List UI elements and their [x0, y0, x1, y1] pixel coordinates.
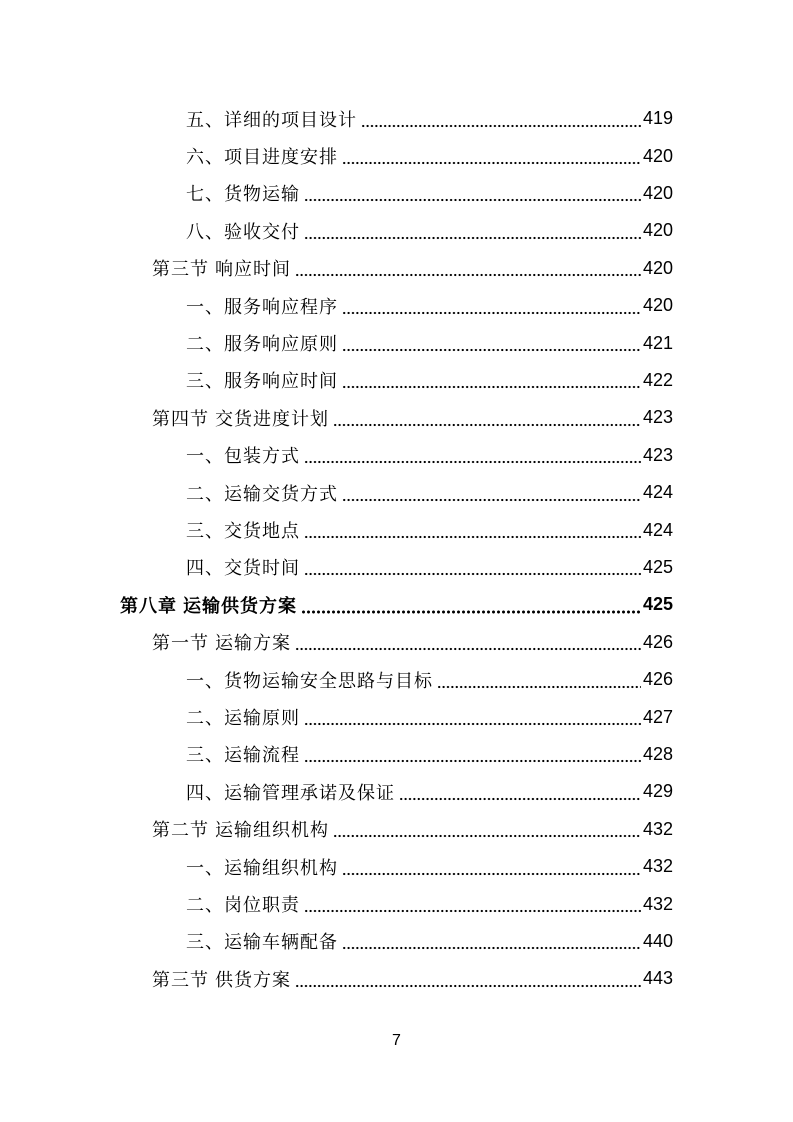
toc-section-entry[interactable] — [152, 624, 673, 661]
toc-entry-title: 第八章 运输供货方案 — [120, 595, 298, 616]
toc-item-entry[interactable] — [186, 661, 673, 698]
toc-section-entry[interactable] — [152, 960, 673, 997]
toc-entry-title: 五、详细的项目设计 — [186, 109, 357, 130]
page-number: 7 — [392, 1032, 401, 1049]
toc-entry-page: 420 — [642, 257, 673, 278]
toc-entry-title: 第四节 交货进度计划 — [152, 408, 330, 429]
toc-item-entry[interactable] — [186, 923, 673, 960]
toc-entry-title: 二、服务响应原则 — [186, 334, 338, 355]
dot-leader — [304, 450, 641, 464]
toc-entry-title: 一、货物运输安全思路与目标 — [186, 670, 433, 691]
toc-entry-page: 426 — [642, 669, 673, 690]
toc-item-entry[interactable] — [186, 100, 673, 137]
dot-leader — [342, 151, 641, 165]
dot-leader — [295, 263, 641, 277]
dot-leader — [304, 749, 641, 763]
toc-entry-page: 427 — [642, 706, 673, 727]
toc-entry-page: 420 — [642, 182, 673, 203]
toc-entry-title: 第三节 响应时间 — [152, 259, 292, 280]
dot-leader — [333, 824, 641, 838]
toc-entry-title: 第一节 运输方案 — [152, 633, 292, 654]
dot-leader — [295, 974, 641, 988]
dot-leader — [295, 637, 641, 651]
toc-entry-page: 428 — [642, 743, 673, 764]
toc-entry-title: 第二节 运输组织机构 — [152, 820, 330, 841]
dot-leader — [304, 525, 641, 539]
toc-item-entry[interactable] — [186, 474, 673, 511]
dot-leader — [304, 712, 641, 726]
toc-entry-title: 七、货物运输 — [186, 184, 300, 205]
toc-item-entry[interactable] — [186, 175, 673, 212]
toc-item-entry[interactable] — [186, 885, 673, 922]
toc-item-entry[interactable] — [186, 549, 673, 586]
toc-entry-page: 429 — [642, 781, 673, 802]
toc-entry-title: 第三节 供货方案 — [152, 969, 292, 990]
toc-entry-title: 二、岗位职责 — [186, 895, 300, 916]
toc-entry-title: 四、运输管理承诺及保证 — [186, 782, 395, 803]
toc-entry-page: 432 — [642, 818, 673, 839]
dot-leader — [304, 899, 641, 913]
toc-item-entry[interactable] — [186, 137, 673, 174]
toc-entry-title: 三、交货地点 — [186, 521, 300, 542]
toc-section-entry[interactable] — [152, 399, 673, 436]
toc-entry-page: 425 — [642, 556, 673, 577]
toc-item-entry[interactable] — [186, 324, 673, 361]
toc-item-entry[interactable] — [186, 698, 673, 735]
toc-entry-page: 440 — [642, 930, 673, 951]
toc-entry-page: 420 — [642, 145, 673, 166]
toc-entry-page: 420 — [642, 295, 673, 316]
toc-item-entry[interactable] — [186, 362, 673, 399]
toc-entry-page: 422 — [642, 369, 673, 390]
dot-leader — [304, 188, 641, 202]
dot-leader — [342, 488, 641, 502]
toc-entry-title: 三、运输流程 — [186, 745, 300, 766]
toc-entry-page: 443 — [642, 968, 673, 989]
toc-entry-title: 二、运输交货方式 — [186, 483, 338, 504]
toc-entry-title: 二、运输原则 — [186, 708, 300, 729]
toc-entry-page: 426 — [642, 631, 673, 652]
toc-entry-title: 一、服务响应程序 — [186, 296, 338, 317]
toc-entry-page: 423 — [642, 407, 673, 428]
toc-item-entry[interactable] — [186, 437, 673, 474]
toc-item-entry[interactable] — [186, 848, 673, 885]
dot-leader — [342, 862, 641, 876]
toc-entry-page: 419 — [642, 108, 673, 129]
dot-leader — [342, 338, 641, 352]
toc-chapter-entry[interactable] — [120, 586, 673, 623]
toc-item-entry[interactable] — [186, 212, 673, 249]
dot-leader — [304, 226, 641, 240]
dot-leader — [342, 301, 641, 315]
dot-leader — [301, 600, 641, 614]
toc-entry-title: 四、交货时间 — [186, 558, 300, 579]
toc-section-entry[interactable] — [152, 250, 673, 287]
toc-item-entry[interactable] — [186, 287, 673, 324]
toc-entry-page: 423 — [642, 444, 673, 465]
toc-entry-title: 三、运输车辆配备 — [186, 932, 338, 953]
toc-entry-title: 六、项目进度安排 — [186, 147, 338, 168]
toc-section-entry[interactable] — [152, 811, 673, 848]
toc-entry-page: 424 — [642, 482, 673, 503]
toc-entry-title: 三、服务响应时间 — [186, 371, 338, 392]
dot-leader — [437, 675, 641, 689]
toc-item-entry[interactable] — [186, 736, 673, 773]
toc-entry-page: 424 — [642, 519, 673, 540]
toc-entry-title: 一、包装方式 — [186, 446, 300, 467]
dot-leader — [399, 787, 641, 801]
dot-leader — [342, 936, 641, 950]
toc-entry-page: 432 — [642, 893, 673, 914]
toc-item-entry[interactable] — [186, 511, 673, 548]
toc-entry-title: 八、验收交付 — [186, 221, 300, 242]
toc-item-entry[interactable] — [186, 773, 673, 810]
toc-entry-title: 一、运输组织机构 — [186, 857, 338, 878]
dot-leader — [333, 413, 641, 427]
dot-leader — [361, 114, 641, 128]
toc-entry-page: 432 — [642, 856, 673, 877]
dot-leader — [342, 375, 641, 389]
dot-leader — [304, 562, 641, 576]
toc-entry-page: 421 — [642, 332, 673, 353]
toc-entry-page: 425 — [642, 594, 673, 615]
toc-entry-page: 420 — [642, 220, 673, 241]
